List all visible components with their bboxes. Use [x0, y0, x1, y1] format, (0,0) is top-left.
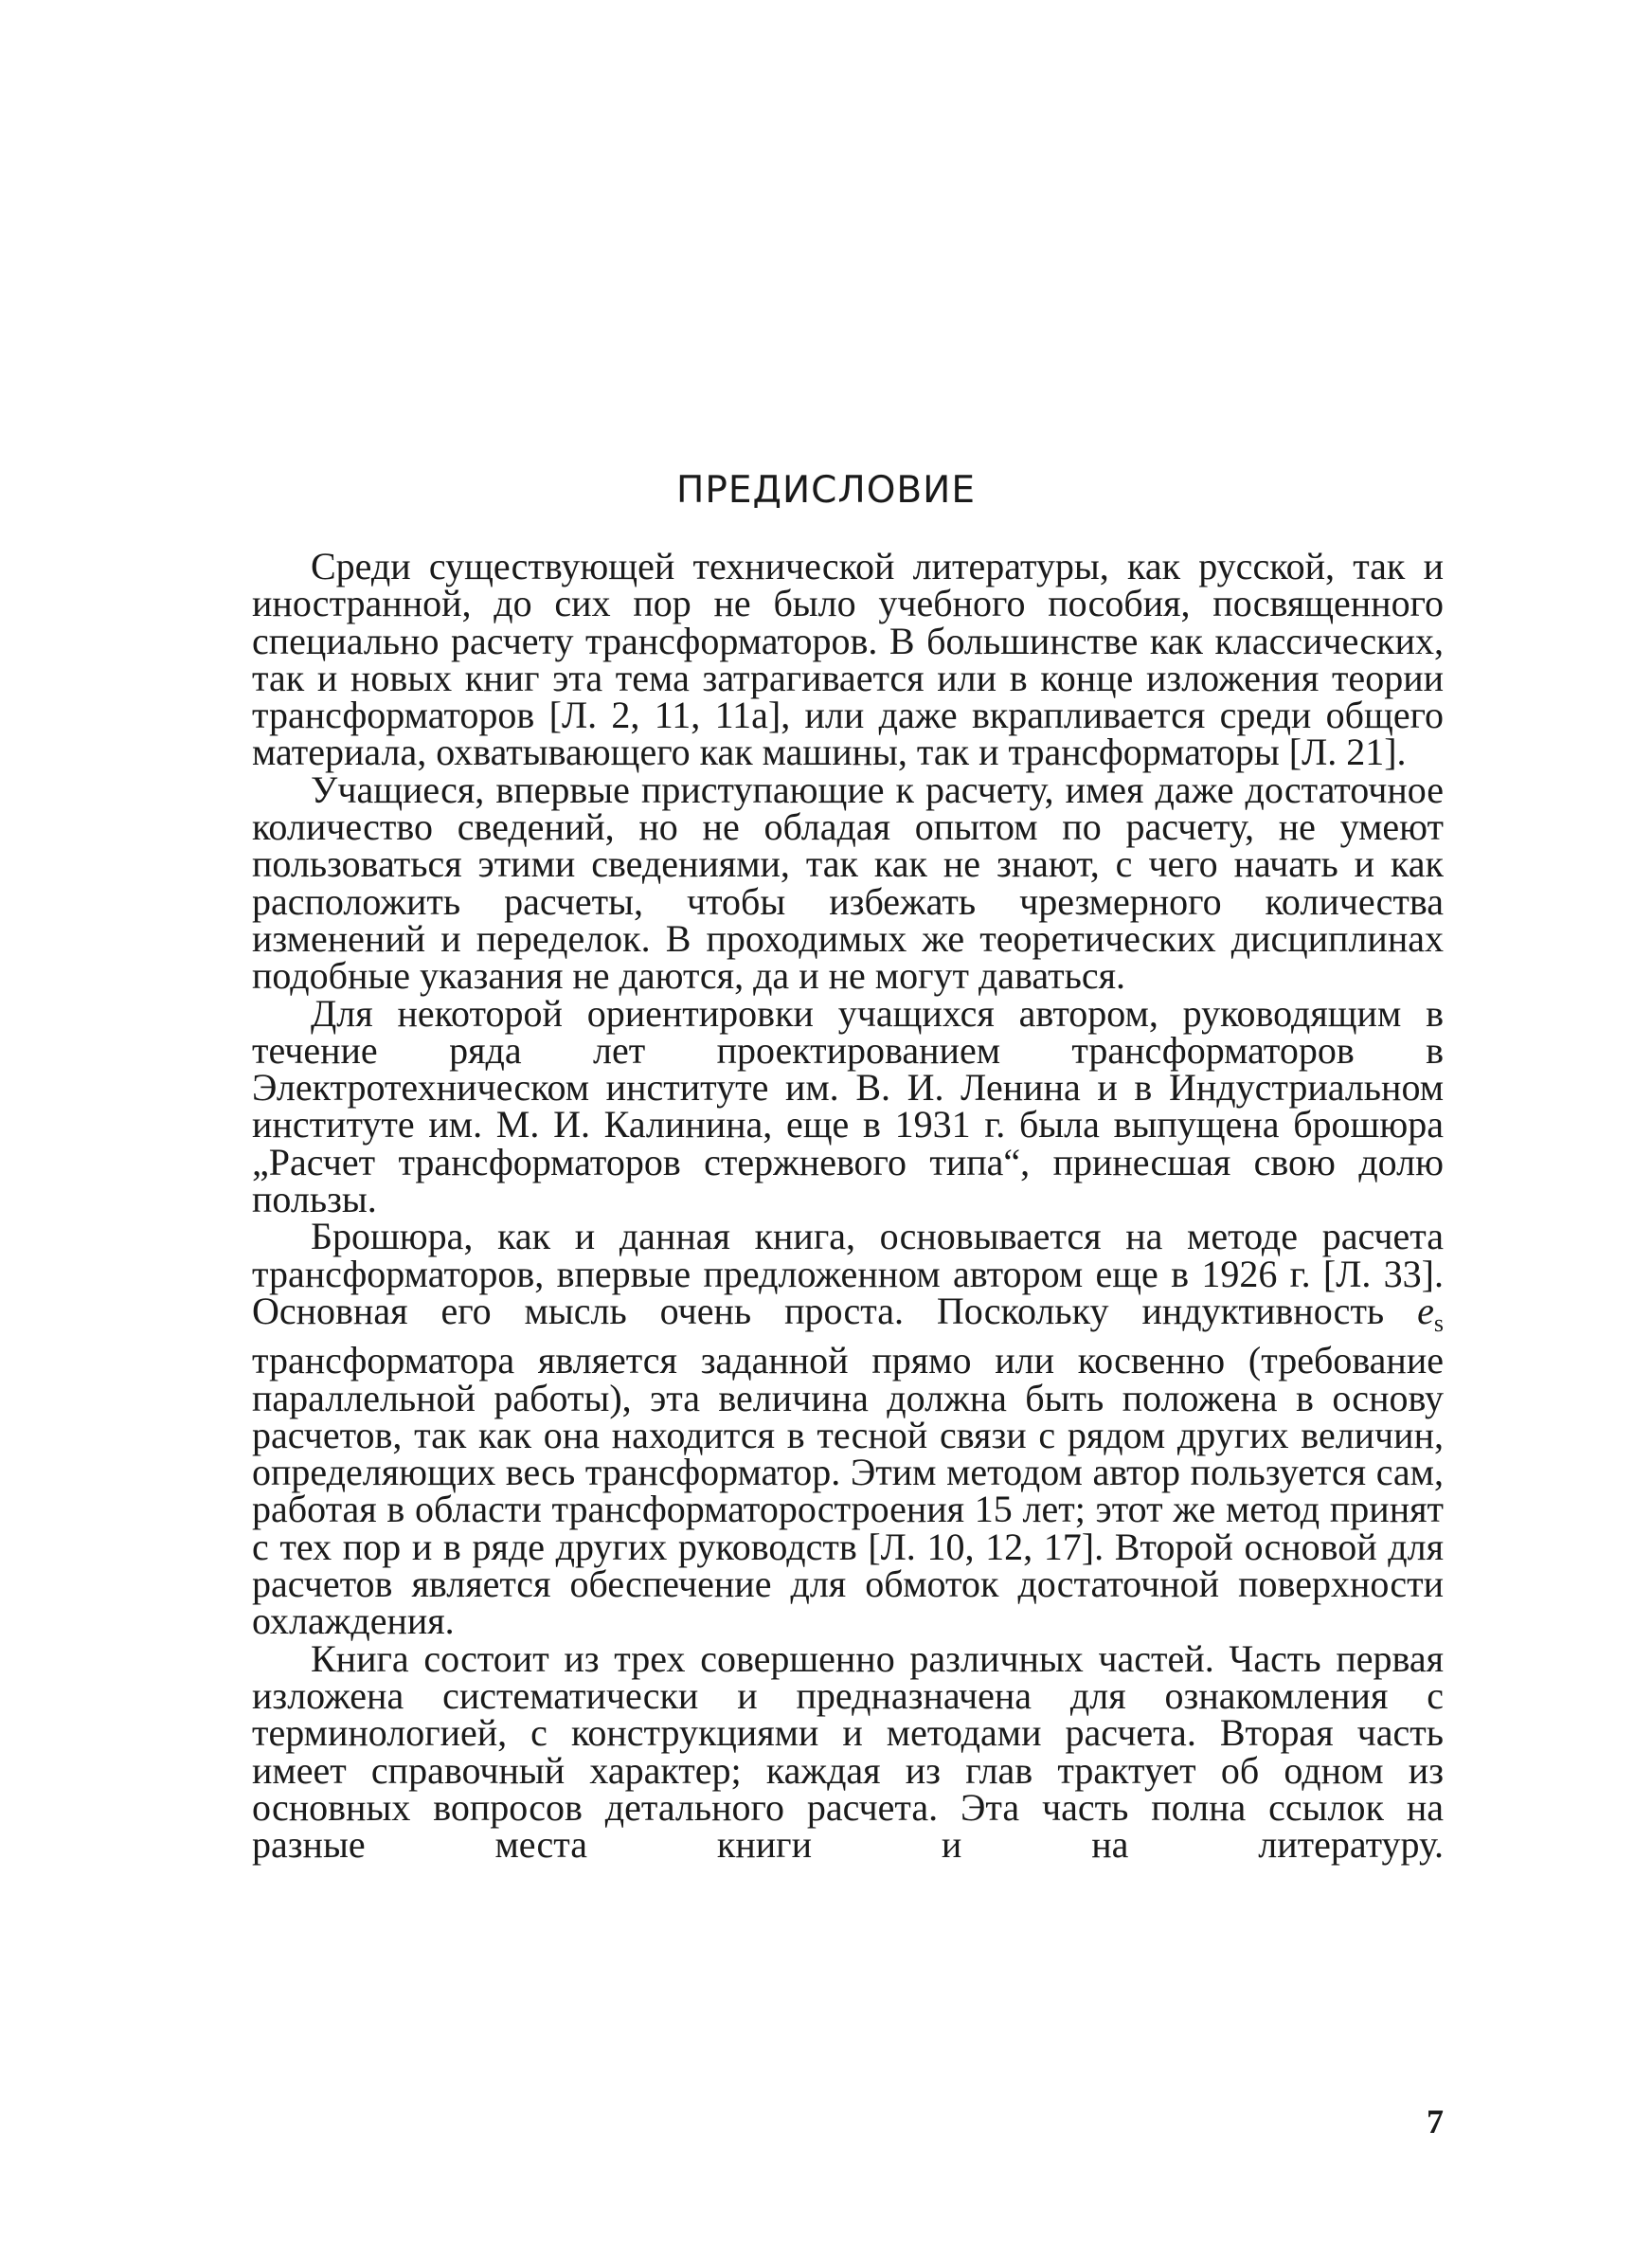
paragraph-3: Для некоторой ориентировки учащихся автором, руководящим в течение ряда лет проектированием трансформаторов в Электротехническом институте им. В. И. Ленина и в Индустриальном институте им. М. И. Калинина, еще в 1931 г. была выпущена брошюра „Расчет трансформаторов стержневого типа“, принесшая свою долю пользы.: [252, 991, 1444, 1221]
inductance-subscript: s: [1433, 1309, 1444, 1337]
paragraph-1: Среди существующей технической литературы, как русской, так и иностранной, до сих пор не было учебного пособия, посвященного специально расчету трансформаторов. В большинстве как классических, так и новых книг эта тема затрагивается или в конце изложения теории трансформаторов [Л. 2, 11, 11а], или даже вкрапливается среди общего материала, охватывающего как машины, так и трансформаторы [Л. 21].: [252, 545, 1444, 774]
paragraph-5: Книга состоит из трех совершенно различных частей. Часть первая изложена систематически и предназначена для ознакомления с терминологией, с конструкциями и методами расчета. Вторая часть имеет справочный характер; каждая из глав трактует об одном из основных вопросов детального расчета. Эта часть полна ссылок на разные места книги и на литературу.: [252, 1636, 1444, 1867]
paragraph-2: Учащиеся, впервые приступающие к расчету, имея даже достаточное количество сведений, но не обладая опытом по расчету, не умеют пользоваться этими сведениями, так как не знают, с чего начать и как расположить расчеты, чтобы избежать чрезмерного количества изменений и переделок. В проходимых же теоретических дисциплинах подобные указания не даются, да и не могут даваться.: [252, 767, 1444, 998]
paragraph-4: [252, 1215, 1444, 1643]
preface-body: [252, 545, 1444, 1867]
page-title: ПРЕДИСЛОВИЕ: [676, 469, 976, 512]
paragraph-4-text-before: Брошюра, как и данная книга, основывается на методе расчета трансформаторов, впервые предложенном автором еще в 1926 г. [Л. 33]. Основная его мысль очень проста. Поскольку индуктивность: [252, 1215, 1444, 1332]
inductance-symbol: e: [1417, 1289, 1434, 1332]
paragraph-4-text-after: трансформатора является заданной прямо или косвенно (требование параллельной работы), эта величина должна быть положена в основу расчетов, так как она находится в тесной связи с рядом других величин, определяющих весь трансформатор. Этим методом автор пользуется сам, работая в области трансформаторостроения 15 лет; этот же метод принят с тех пор и в ряде других руководств [Л. 10, 12, 17]. Второй основой для расчетов является обеспечение для обмоток достаточной поверхности охлаждения.: [252, 1339, 1444, 1643]
page-number: 7: [1427, 2103, 1444, 2140]
